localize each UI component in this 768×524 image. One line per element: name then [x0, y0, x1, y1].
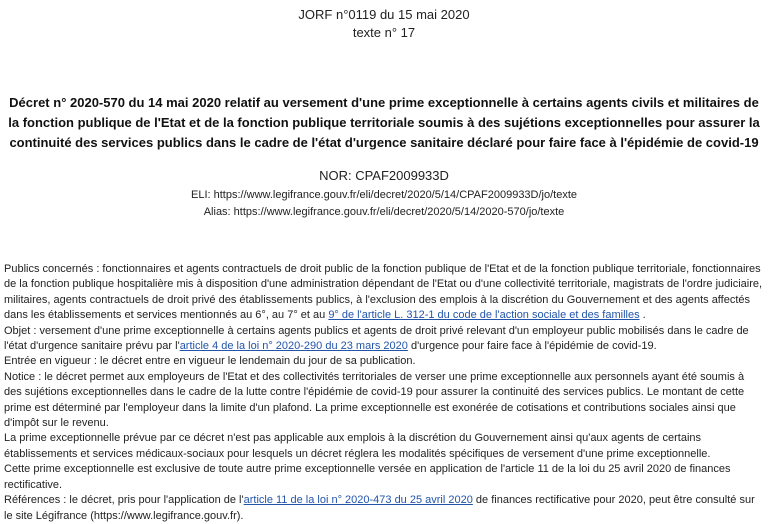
entree-vigueur-paragraph: Entrée en vigueur : le décret entre en vigueur le lendemain du jour de sa publication.: [4, 355, 416, 368]
references-text: Références : le décret, pris pour l'application de l': [4, 494, 244, 507]
objet-paragraph: [4, 324, 764, 355]
loi-2020-473-link[interactable]: article 11 de la loi n° 2020-473 du 25 avril 2020: [243, 494, 473, 507]
decree-summary: [4, 262, 764, 524]
texte-number: texte n° 17: [352, 25, 416, 40]
alias-url: Alias: https://www.legifrance.gouv.fr/eli/decret/2020/5/14/2020-570/jo/texte: [203, 206, 565, 218]
prime-applicable-paragraph: La prime exceptionnelle prévue par ce décret n'est pas applicable aux emplois à la discrétion du Gouvernement ainsi qu'aux agents de certains établissements et services médicaux-sociaux pour lesquels un décret réglera les modalités spécifiques de versement d'une prime exceptionnelle.: [4, 432, 711, 460]
publics-text-end: .: [639, 309, 646, 322]
nor-identifier: NOR: CPAF2009933D: [319, 168, 449, 183]
objet-text-end: d'urgence pour faire face à l'épidémie de covid-19.: [407, 340, 657, 353]
code-action-sociale-link[interactable]: 9° de l'article L. 312-1 du code de l'action sociale et des familles: [328, 309, 640, 322]
jorf-number: JORF n°0119 du 15 mai 2020: [298, 7, 470, 22]
prime-exclusive-paragraph: Cette prime exceptionnelle est exclusive de toute autre prime exceptionnelle versée en application de l'article 11 de la loi du 25 avril 2020 de finances rectificative.: [4, 463, 731, 491]
publics-paragraph: [4, 262, 764, 324]
decree-title: Décret n° 2020-570 du 14 mai 2020 relatif au versement d'une prime exceptionnelle à certains agents civils et militaires de la fonction publique de l'Etat et de la fonction publique territoriale soumis à des sujétions exceptionnelles pour assurer la continuité des services publics dans le cadre de l'état d'urgence sanitaire déclaré pour faire face à l'épidémie de covid-19: [8, 95, 760, 150]
references-text-end: de finances rectificative pour 2020, peut être consulté sur le site Légifrance (https://www.legifrance.gouv.fr).: [4, 494, 755, 522]
journal-header: [0, 0, 768, 42]
notice-paragraph: Notice : le décret permet aux employeurs de l'Etat et des collectivités territoriales de verser une prime exceptionnelle aux personnels ayant été soumis à des sujétions exceptionnelles dans le cadre de la lutte contre l'épidémie de covid-19 pour assurer la continuité des services publics. Le montant de cette prime est déterminé par l'employeur dans la limite d'un plafond. La prime exceptionnelle est exonérée de cotisations et contributions sociales ainsi que d'impôt sur le revenu.: [4, 370, 745, 430]
publics-text: Publics concernés : fonctionnaires et agents contractuels de droit public de la fonction publique de l'Etat et de la fonction publique territoriale, fonctionnaires de la fonction publique hospitalière mis à disposition d'une administration dépendant de l'Etat ou d'une collectivité territoriale, magistrats de l'ordre judiciaire, militaires, agents contractuels de droit privé des établissements publics, à l'exclusion des emplois à la discrétion du Gouvernement et des agents affectés dans les établissements et services mentionnés au 6°, au 7° et au: [4, 263, 763, 322]
references-paragraph: [4, 493, 764, 524]
loi-2020-290-link[interactable]: article 4 de la loi n° 2020-290 du 23 mars 2020: [179, 340, 408, 353]
eli-url: ELI: https://www.legifrance.gouv.fr/eli/decret/2020/5/14/CPAF2009933D/jo/texte: [190, 189, 578, 201]
objet-text: Objet : versement d'une prime exceptionnelle à certains agents publics et agents de droit privé relevant d'un employeur public mobilisés dans le cadre de l'état d'urgence sanitaire prévu par l': [4, 324, 749, 353]
eli-links: [0, 187, 768, 221]
